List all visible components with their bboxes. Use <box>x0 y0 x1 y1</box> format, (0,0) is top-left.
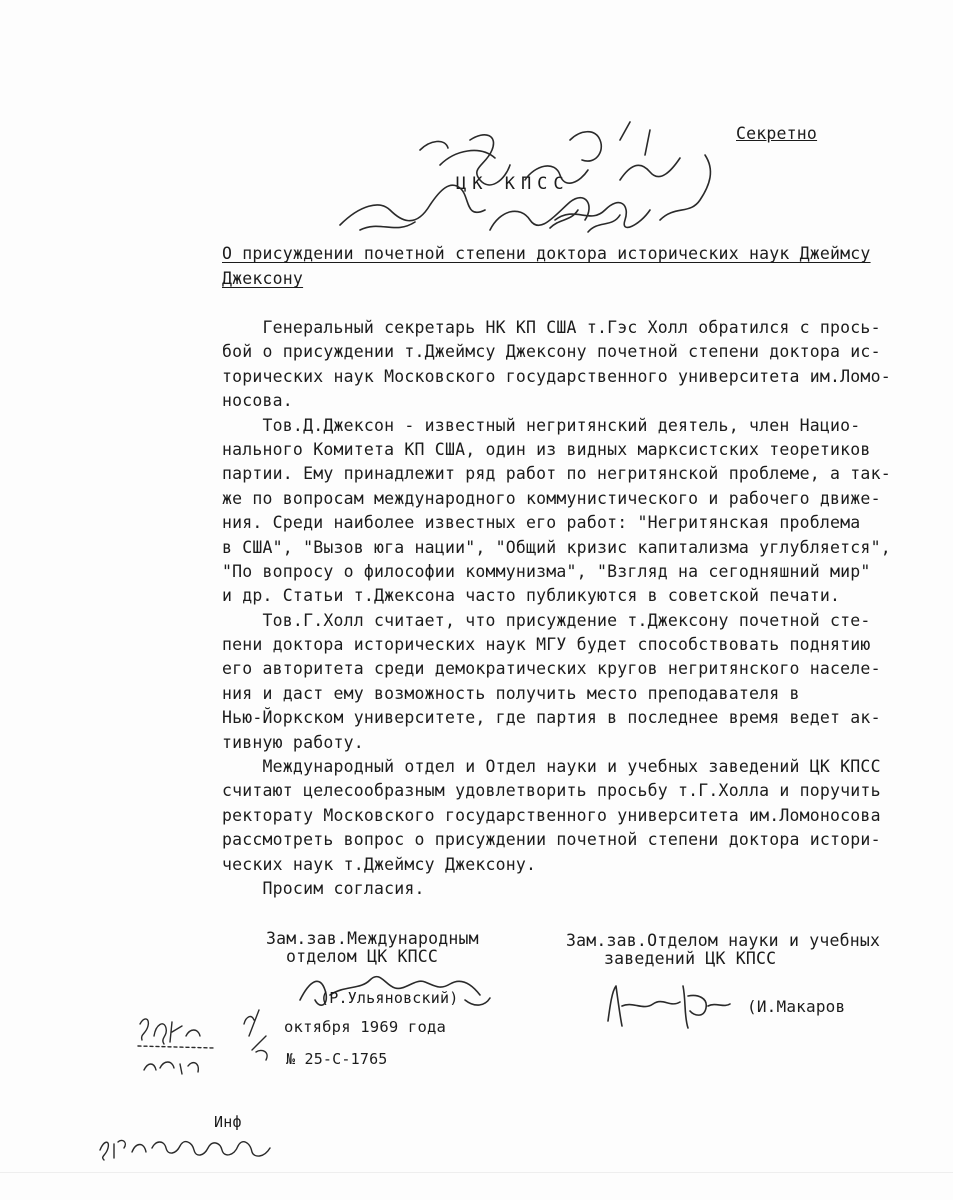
body-line: носова. <box>222 391 293 411</box>
registration-number: № 25-С-1765 <box>286 1050 388 1068</box>
body-line: же по вопросам международного коммунистического и рабочего движе- <box>222 488 881 508</box>
body-line: ректорату Московского государственного университета им.Ломоносова <box>222 805 881 825</box>
handwritten-registration-note <box>134 1006 294 1086</box>
body-line: считают целесообразным удовлетворить просьбу т.Г.Холла и поручить <box>222 781 881 801</box>
body-line: в США", "Вызов юга нации", "Общий кризис капитализма углубляется", <box>222 537 891 557</box>
body-line: Тов.Г.Холл считает, что присуждение т.Джексону почетной сте- <box>222 610 871 630</box>
body-line: пени доктора исторических наук МГУ будет способствовать поднятию <box>222 635 871 655</box>
subject-line-2: Джексону <box>222 269 304 288</box>
body-line: "По вопросу о философии коммунизма", "Взгляд на сегодняшний мир" <box>222 561 871 581</box>
subject-line-1: О присуждении почетной степени доктора исторических наук Джеймсу <box>222 244 871 263</box>
addressee: ЦК КПСС <box>456 174 570 194</box>
body-line: ческих наук т.Джеймсу Джексону. <box>222 854 537 874</box>
inf-label: Инф <box>214 1113 242 1131</box>
signatory-title-left-2: отделом ЦК КПСС <box>286 947 439 966</box>
body-line: Просим согласия. <box>222 878 425 898</box>
handwritten-resolution-signatures <box>320 110 740 250</box>
body-line: его авторитета среди демократических кругов негритянского населе- <box>222 659 881 679</box>
classification-mark: Секретно <box>736 124 818 143</box>
body-line: бой о присуждении т.Джеймсу Джексону почетной степени доктора ис- <box>222 342 881 362</box>
body-line: Тов.Д.Джексон - известный негритянский деятель, член Нацио- <box>222 415 861 435</box>
body-line: ния и даст ему возможность получить место преподавателя в <box>222 683 800 703</box>
document-subject <box>222 244 871 294</box>
document-date: октября 1969 года <box>284 1018 447 1036</box>
signature-block-right <box>566 932 880 968</box>
body-line: рассмотреть вопрос о присуждении почетной степени доктора истори- <box>222 830 881 850</box>
body-line: Генеральный секретарь НК КП США т.Гэс Холл обратился с прось- <box>222 318 881 337</box>
signatory-title-right-2: заведений ЦК КПСС <box>604 949 777 968</box>
body-line: Международный отдел и Отдел науки и учебных заведений ЦК КПСС <box>222 757 881 777</box>
handwritten-bottom-note <box>94 1128 284 1164</box>
body-line: торических наук Московского государственного университета им.Ломо- <box>222 366 891 386</box>
body-line: тивную работу. <box>222 732 364 752</box>
body-line: нального Комитета КП США, один из видных марксистских теоретиков <box>222 439 871 459</box>
body-line: ния. Среди наиболее известных его работ: "Негритянская проблема <box>222 513 861 533</box>
handwritten-signature-right <box>598 976 738 1036</box>
body-line: Нью-Йоркском университете, где партия в последнее время ведет ак- <box>222 708 881 728</box>
body-line: и др. Статьи т.Джексона часто публикуются в советской печати. <box>222 586 841 606</box>
signatory-name-right: (И.Макаров <box>747 997 846 1016</box>
signatory-title-left-1: Зам.зав.Международным <box>266 929 479 948</box>
body-line: партии. Ему принадлежит ряд работ по негритянской проблеме, а так- <box>222 464 891 484</box>
document-body <box>222 316 891 901</box>
page-edge <box>0 1172 953 1173</box>
signatory-title-right-1: Зам.зав.Отделом науки и учебных <box>566 931 881 950</box>
signatory-name-left: (Р.Ульяновский) <box>320 989 459 1007</box>
